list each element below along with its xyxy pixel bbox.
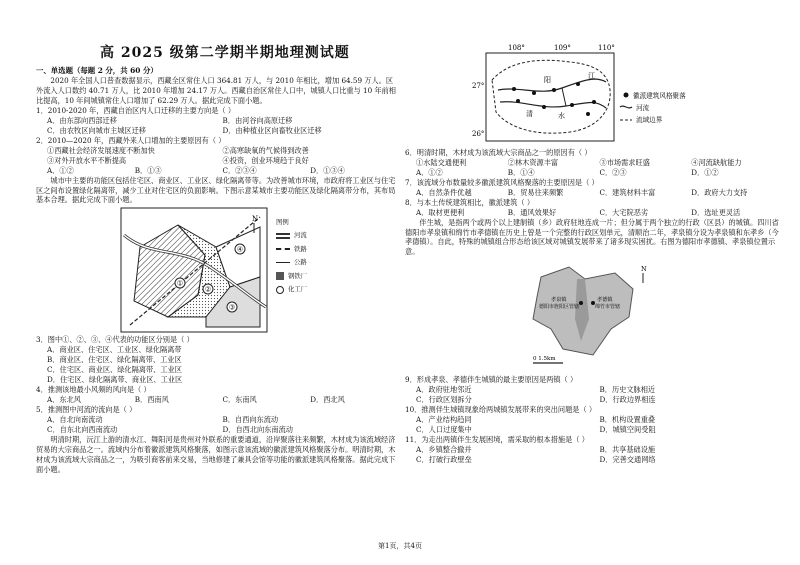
map-label-jiang: 江 xyxy=(588,72,595,80)
lat-27: 27° xyxy=(472,82,485,90)
q8-option-b: B．通风效果好 xyxy=(507,207,557,217)
question-3: 3．图中①、②、③、④代表的功能区分别是（ ） xyxy=(36,335,194,345)
question-9: 9．形成孝泉、孝德伴生城镇的最主要原因是两镇（ ） xyxy=(405,375,578,385)
q2-item-2: ②高寒缺氧的气候得到改善 xyxy=(222,145,309,155)
q9-option-c: C．行政区划拆分 xyxy=(416,395,472,405)
q7-option-b: B．贸易往来频繁 xyxy=(507,187,564,197)
q9-options-row1 xyxy=(405,385,783,395)
exam-title: 高 2025 级第二学期半期地理测试题 xyxy=(100,45,350,61)
q6-option-a: A．①② xyxy=(416,167,443,177)
question-1: 1．2010-2020 年，西藏自治区内人口迁移的主要方向是（ ） xyxy=(36,106,236,116)
q6-item-2: ②林木资源丰富 xyxy=(507,157,559,167)
q2-option-d: D．①③④ xyxy=(310,165,345,175)
q8-option-a: A．取材更便利 xyxy=(416,207,465,217)
q11-options-row1 xyxy=(405,445,783,455)
q6-option-b: B．①④ xyxy=(507,167,535,177)
map-circle-3: ③ xyxy=(228,303,236,312)
q1-option-c: C．由农牧区向城市主城区迁移 xyxy=(47,125,146,135)
q10-option-d: D．城镇空间受阻 xyxy=(599,425,656,434)
question-4: 4．推测该地最小风频的风向是（ ） xyxy=(36,385,151,395)
city-map-figure xyxy=(36,205,398,335)
q8-options xyxy=(405,208,783,218)
legend-title: 图例 xyxy=(276,217,289,226)
town-xiaode-admin: 绵竹市管辖 xyxy=(595,304,621,311)
q4-option-b: B．西南风 xyxy=(134,395,169,405)
q6-option-c: C．②③ xyxy=(599,167,627,177)
q8-option-d: D．选址更灵活 xyxy=(691,207,741,217)
town-xiaoquan-name: 孝泉镇 xyxy=(551,297,567,304)
q6-item-1: ①水陆交通便利 xyxy=(416,157,467,167)
town-xiaoquan-admin: 德阳市旌阳区管辖 xyxy=(539,304,580,311)
city-map xyxy=(120,207,268,333)
q11-option-a: A．乡镇整合撤并 xyxy=(416,444,472,454)
intro-paragraph-2: 城市中主要的功能区包括住宅区、商业区、工业区、绿化隔离带等。为改善城市环境，市政府将工业区与住宅区之间布设置绿化隔离带，减少工业对住宅区的负面影响。下图示意某城市主要功能区及绿化隔离带分布，其布局基本合理。据此完成下面小题。 xyxy=(36,175,396,205)
q11-option-c: C．打破行政壁垒 xyxy=(416,454,472,464)
q2-options xyxy=(36,166,398,176)
q4-option-d: D．西北风 xyxy=(310,395,345,405)
q6-options xyxy=(405,168,783,178)
q7-options xyxy=(405,188,783,198)
q10-options-row2 xyxy=(405,425,783,435)
q3-option-b: B．商业区、住宅区、绿化隔离带、工业区 xyxy=(47,355,182,365)
q2-item-4: ④投资，创业环境趋于良好 xyxy=(222,155,309,165)
basin-map-figure xyxy=(470,40,770,145)
lat-26: 26° xyxy=(472,130,485,138)
q3-option-c: C．住宅区、商业区、绿化隔离带、工业区 xyxy=(47,365,182,375)
question-2: 2．2010—2020 年，西藏外来人口增加的主要原因有（ ） xyxy=(36,135,226,145)
q10-option-b: B．机构设置重叠 xyxy=(599,415,656,425)
left-column xyxy=(36,66,398,475)
map-label-yang: 阳 xyxy=(544,76,551,84)
question-11: 11．为走出两镇伴生发展困境，需采取的根本措施是（ ） xyxy=(405,434,589,444)
question-8: 8．与本土传统建筑相比，徽派建筑（ ） xyxy=(405,197,535,207)
lon-110: 110° xyxy=(598,44,615,52)
map-label-shui: 水 xyxy=(558,112,565,120)
intro-paragraph-4: 伴生城，是指两个或两个以上建制镇（乡）政府驻地连成一片；但分属于两个独立的行政（区县）的城镇。四川省德阳市孝泉镇和绵竹市孝德镇在历史上曾是一个完整的行政区划单元，清顺治二年，孝泉镇分设为孝泉镇和东孝乡（今孝德镇）。自此，特殊的城镇组合形态给该区域对城镇发展带来了诸多现实困扰。右图为德阳市孝德镇、孝泉镇位置示意。 xyxy=(405,217,779,257)
q7-option-c: C．建筑材料丰富 xyxy=(599,187,656,197)
q1-options-row2 xyxy=(36,126,398,136)
legend-road: 公路 xyxy=(276,256,307,270)
q7-option-a: A．自然条件优越 xyxy=(416,187,472,197)
q4-option-c: C．东南风 xyxy=(222,395,257,405)
q9-option-d: D．行政边界相连 xyxy=(599,395,656,405)
q9-option-b: B．历史文脉相近 xyxy=(599,385,656,395)
q5-options-row2 xyxy=(36,425,398,435)
q10-options-row1 xyxy=(405,415,783,425)
q5-options-row1 xyxy=(36,415,398,425)
intro-paragraph-1: 2020 年全国人口普查数据显示，西藏全区常住人口 364.81 万人，与 2010 年相比，增加 64.59 万人。区外流入人口数约 40.71 万人，比 2010 年增加 24.17 万人。西藏自治区常住人口中，城镇人口比重与 10 年前相比提高，10 年间城镇常住人口增加了 62.29 万人。据此完成下面小题。 xyxy=(36,76,396,106)
q10-option-c: C．人口过度集中 xyxy=(416,425,472,434)
q8-option-c: C．大宅院恶劣 xyxy=(599,207,649,217)
q2-option-b: B．①③ xyxy=(134,165,162,175)
map-circle-1: ① xyxy=(176,279,184,288)
q5-option-b: B．自西向东流动 xyxy=(222,414,279,424)
section-heading: 一、单选题（每题 2 分，共 60 分） xyxy=(36,66,158,75)
q1-option-d: D．由种植业区向畜牧业区迁移 xyxy=(222,125,322,135)
question-7: 7．该流域分布数量较多徽派建筑风格聚落的主要原因是（ ） xyxy=(405,177,599,187)
q6-item-3: ③市场需求旺盛 xyxy=(599,157,650,167)
map-circle-4: ④ xyxy=(236,245,244,254)
q1-option-a: A．由东部向西部迁移 xyxy=(47,115,117,125)
q9-options-row2 xyxy=(405,395,783,405)
q9-option-a: A．政府驻地邻近 xyxy=(416,385,472,395)
q1-options-row1 xyxy=(36,116,398,126)
page-footer: 第1页，共4页 xyxy=(378,542,422,550)
q6-items xyxy=(405,158,783,168)
legend-huipai-settlement: 徽派建筑风格聚落 xyxy=(633,92,686,100)
town-xiaode-name: 孝德镇 xyxy=(597,297,613,304)
q3-option-a: A．商业区、住宅区、工业区、绿化隔离带 xyxy=(47,345,182,355)
legend-basin-boundary: 流域边界 xyxy=(636,116,663,124)
q11-option-b: B．共享基础设施 xyxy=(599,444,656,454)
q6-option-d: D．①② xyxy=(691,167,719,177)
q3-option-d: D．住宅区、绿化隔离带、商业区、工业区 xyxy=(47,375,183,385)
q2-items-row2 xyxy=(36,156,398,166)
q11-options-row2 xyxy=(405,455,783,465)
town-map xyxy=(523,259,653,371)
q2-item-1: ①西藏社会经济发展速度不断加快 xyxy=(47,145,155,155)
legend-railway: 铁路 xyxy=(276,242,307,256)
q2-item-3: ③对外开放水平不断提高 xyxy=(47,155,127,165)
town-map-north-label: N xyxy=(641,265,647,274)
lon-108: 108° xyxy=(508,44,525,52)
q5-option-d: D．自西北向东南流动 xyxy=(222,424,293,434)
right-column xyxy=(405,148,783,465)
question-6: 6．明清时期，木材成为该流域大宗商品之一的原因有（ ） xyxy=(405,148,592,157)
city-map-legend xyxy=(276,215,307,296)
q4-option-a: A．东北风 xyxy=(47,395,81,405)
legend-river: 河流 xyxy=(276,229,307,243)
q5-option-a: A．自北向南流动 xyxy=(47,414,103,424)
q10-option-a: A．产业结构趋同 xyxy=(416,415,472,425)
town-map-scale: 0 1.5km xyxy=(533,356,556,363)
map-north-label: N xyxy=(252,215,259,224)
q2-option-c: C．②③④ xyxy=(222,165,257,175)
legend-basin-river: 河流 xyxy=(636,104,650,112)
legend-steel-plant: 钢铁厂 xyxy=(276,269,307,283)
q7-option-d: D．政府大力支持 xyxy=(691,187,748,197)
legend-chemical-plant: 化工厂 xyxy=(276,283,307,297)
q11-option-d: D．完善交通网络 xyxy=(599,454,656,464)
question-5: 5．推测图中河流的流向是（ ） xyxy=(36,404,137,414)
q6-item-4: ④河流缺航能力 xyxy=(691,157,742,167)
q2-option-a: A．①② xyxy=(47,165,74,175)
intro-paragraph-3: 明清时期，沅江上游的清水江、舞阳河是贵州对外联系的重要通道，沿岸聚落往来频繁，木材成为该流域经济贸易的大宗商品之一。流域内分布着徽派建筑风格聚落，如图示意该流域的徽派建筑风格聚落分布。明清时期，木材成为该流域大宗商品之一，为吸引商客前来交易，当地修建了兼具会馆等功能的徽派建筑风格聚落。据此完成下面小题。 xyxy=(36,434,396,474)
map-label-qing: 清 xyxy=(526,110,533,118)
basin-map xyxy=(470,40,770,145)
q1-option-b: B．由河谷向高原迁移 xyxy=(222,115,293,125)
lon-109: 109° xyxy=(554,44,571,52)
map-circle-2: ② xyxy=(204,285,212,294)
q4-options xyxy=(36,395,398,405)
q5-option-c: C．自东北向西南流动 xyxy=(47,424,118,434)
town-map-figure xyxy=(405,257,783,375)
q2-items-row1 xyxy=(36,146,398,156)
question-10: 10．推测伴生城镇现象给两城镇发展带来的突出问题是（ ） xyxy=(405,405,597,415)
